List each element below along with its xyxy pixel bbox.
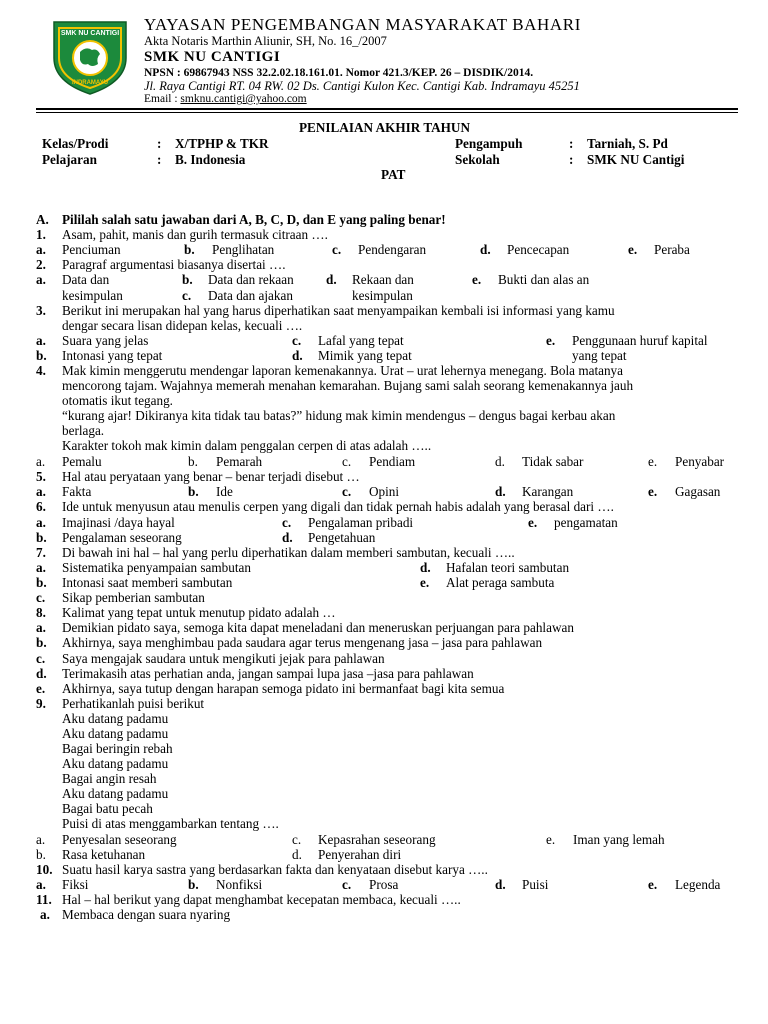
kelas-colon: : [157,136,162,151]
option-b[interactable]: Intonasi saat memberi sambutan [62,575,233,590]
option-letter-c: c. [36,590,46,605]
email-link[interactable]: smknu.cantigi@yahoo.com [180,93,307,105]
option-a[interactable]: Membaca dengan suara nyaring [62,907,231,922]
kelas-value: X/TPHP & TKR [175,136,269,151]
option-letter-b: b. [36,575,47,590]
option-letter-a: a. [36,832,46,847]
option-e[interactable]: Alat peraga sambuta [446,575,555,590]
header-divider-thick [36,108,738,110]
option-letter-a: a. [36,272,46,287]
option-letter-a: a. [36,454,46,469]
option-a[interactable]: Penciuman [62,242,121,257]
option-a[interactable]: Fakta [62,484,92,499]
school-name: SMK NU CANTIGI [144,49,281,65]
question-text: Karakter tokoh mak kimin dalam penggalan cerpen di atas adalah ….. [62,438,432,453]
option-a[interactable]: Pemalu [62,454,102,469]
option-c[interactable]: Pendiam [369,454,416,469]
option-e[interactable]: Gagasan [675,484,721,499]
option-letter-c: c. [36,651,46,666]
option-letter-a: a. [36,515,46,530]
option-e[interactable]: Bukti dan alas an [498,272,590,287]
question-text: Perhatikanlah puisi berikut [62,696,205,711]
option-c[interactable]: Pendengaran [358,242,427,257]
school-npsn: NPSN : 69867943 NSS 32.2.02.18.161.01. Nomor 421.3/KEP. 26 – DISDIK/2014. [144,67,534,79]
section-instruction: Pililah salah satu jawaban dari A, B, C, D, dan E yang paling benar! [62,212,446,227]
question-text-cont: dengar secara lisan didepan kelas, kecuali …. [62,318,303,333]
option-a[interactable]: Penyesalan seseorang [62,832,177,847]
question-text: Hal – hal berikut yang dapat menghambat kecepatan membaca, kecuali ….. [62,892,461,907]
option-letter-b: b. [188,877,199,892]
question-text: Hal atau peryataan yang benar – benar terjadi disebut … [62,469,360,484]
option-letter-b: b. [182,272,193,287]
option-letter-a: a. [36,560,46,575]
option-letter-a: a. [36,242,46,257]
story-line: otomatis ikut tegang. [62,393,173,408]
option-a[interactable]: Suara yang jelas [62,333,149,348]
option-d[interactable]: Pengetahuan [308,530,376,545]
option-letter-b: b. [36,348,47,363]
pengampuh-value: Tarniah, S. Pd [587,136,668,151]
option-letter-a: a. [40,907,50,922]
option-letter-c: c. [282,515,292,530]
option-d[interactable]: Hafalan teori sambutan [446,560,570,575]
kelas-label: Kelas/Prodi [42,136,109,151]
question-number: 9. [36,696,46,711]
option-letter-c: c. [342,454,352,469]
question-number: 11. [36,892,52,907]
option-letter-e: e. [472,272,482,287]
question-text: Paragraf argumentasi biasanya disertai …. [62,257,286,272]
option-c[interactable]: Opini [369,484,400,499]
option-letter-d: d. [282,530,293,545]
school-address: Jl. Raya Cantigi RT. 04 RW. 02 Ds. Cantigi Kulon Kec. Cantigi Kab. Indramayu 45251 [144,79,580,93]
option-b[interactable]: Pengalaman seseorang [62,530,182,545]
poem-line: Aku datang padamu [62,726,169,741]
poem-line: Aku datang padamu [62,756,169,771]
option-a[interactable]: Imajinasi /daya hayal [62,515,175,530]
option-c[interactable]: Pengalaman pribadi [308,515,414,530]
pelajaran-label: Pelajaran [42,152,97,167]
question-number: 3. [36,303,46,318]
option-letter-e: e. [648,484,658,499]
option-b[interactable]: Penglihatan [212,242,275,257]
option-letter-a: a. [36,620,46,635]
option-a[interactable]: Data dan [62,272,110,287]
exam-subtitle: PAT [381,167,406,182]
logo-text-bottom: INDRAMAYU [71,80,109,86]
option-d[interactable]: Penyerahan diri [318,847,402,862]
option-letter-b: b. [188,484,199,499]
option-letter-a: a. [36,484,46,499]
option-letter-e: e. [528,515,538,530]
exam-title: PENILAIAN AKHIR TAHUN [299,120,470,135]
school-logo [50,18,130,96]
question-number: 5. [36,469,46,484]
story-line: mencorong tajam. Wajahnya memerah menahan kemarahan. Bujang sami salah seorang kemenakannya jauh [62,378,634,393]
option-letter-d: d. [420,560,431,575]
option-letter-e: e. [648,877,658,892]
sekolah-colon: : [569,152,574,167]
option-e[interactable]: Peraba [654,242,690,257]
option-d[interactable]: Terimakasih atas perhatian anda, jangan sampai lupa jasa –jasa para pahlawan [62,666,474,681]
option-letter-b: b. [188,454,198,469]
option-d[interactable]: Karangan [522,484,574,499]
option-e[interactable]: Penyabar [675,454,725,469]
pengampuh-label: Pengampuh [455,136,523,151]
option-d[interactable]: Puisi [522,877,549,892]
option-c[interactable]: Lafal yang tepat [318,333,404,348]
question-text: Asam, pahit, manis dan gurih termasuk citraan …. [62,227,328,242]
story-line: berlaga. [62,423,105,438]
option-letter-d: d. [480,242,491,257]
option-e[interactable]: pengamatan [554,515,618,530]
option-b[interactable]: Nonfiksi [216,877,263,892]
option-letter-c: c. [332,242,342,257]
question-text: Ide untuk menyusun atau menulis cerpen yang digali dan tidak pernah habis adalah yang berasal dari …. [62,499,614,514]
school-email [144,93,307,105]
option-letter-c: c. [292,832,302,847]
option-letter-d: d. [495,484,506,499]
option-letter-e: e. [420,575,430,590]
option-letter-c: c. [342,877,352,892]
option-letter-b: b. [36,847,46,862]
option-letter-b: b. [36,530,47,545]
option-letter-c: c. [292,333,302,348]
question-number: 10. [36,862,53,877]
option-b[interactable]: Ide [216,484,233,499]
poem-line: Bagai beringin rebah [62,741,173,756]
option-e[interactable]: Legenda [675,877,721,892]
question-number: 8. [36,605,46,620]
question-number: 6. [36,499,46,514]
option-b[interactable]: Pemarah [216,454,263,469]
question-text: Puisi di atas menggambarkan tentang …. [62,816,279,831]
poem-line: Aku datang padamu [62,711,169,726]
option-c[interactable]: Saya mengajak saudara untuk mengikuti jejak para pahlawan [62,651,385,666]
option-b[interactable]: Akhirnya, saya menghimbau pada saudara agar terus mengenang jasa – jasa para pahlawan [62,635,543,650]
option-letter-b: b. [184,242,195,257]
option-letter-c: c. [342,484,352,499]
option-letter-d: d. [292,348,303,363]
logo-text-top: SMK NU CANTIGI [60,30,120,37]
poem-line: Bagai angin resah [62,771,157,786]
option-letter-d: d. [292,847,302,862]
option-b[interactable]: Data dan rekaan [208,272,294,287]
option-b[interactable]: Rasa ketuhanan [62,847,146,862]
question-text: Di bawah ini hal – hal yang perlu diperhatikan dalam memberi sambutan, kecuali ….. [62,545,515,560]
option-letter-d: d. [36,666,47,681]
question-text: Berikut ini merupakan hal yang harus diperhatikan saat menyampaikan kembali isi informasi yang kamu [62,303,615,318]
option-e[interactable]: Iman yang lemah [573,832,665,847]
poem-line: Bagai batu pecah [62,801,153,816]
option-b[interactable]: Intonasi yang tepat [62,348,163,363]
option-c[interactable]: Sikap pemberian sambutan [62,590,205,605]
question-number: 1. [36,227,46,242]
pengampuh-colon: : [569,136,574,151]
question-number: 2. [36,257,46,272]
option-letter-e: e. [546,832,556,847]
option-e-cont[interactable]: yang tepat [572,348,627,363]
question-number: 4. [36,363,46,378]
sekolah-label: Sekolah [455,152,500,167]
option-d[interactable]: Tidak sabar [522,454,584,469]
header-divider-thin [36,112,738,113]
option-letter-e: e. [36,681,46,696]
option-letter-d: d. [326,272,337,287]
option-c[interactable]: Data dan ajakan [208,288,293,303]
option-c[interactable]: Prosa [369,877,399,892]
option-letter-d: d. [495,877,506,892]
option-letter-e: e. [546,333,556,348]
option-d[interactable]: Pencecapan [507,242,570,257]
pelajaran-value: B. Indonesia [175,152,246,167]
option-letter-b: b. [36,635,47,650]
option-letter-e: e. [648,454,658,469]
pelajaran-colon: : [157,152,162,167]
email-label: Email : [144,93,181,105]
option-d[interactable]: Mimik yang tepat [318,348,412,363]
option-a[interactable]: Fiksi [62,877,89,892]
option-e[interactable]: Akhirnya, saya tutup dengan harapan semoga pidato ini bermanfaat bagi kita semua [62,681,505,696]
foundation-name: YAYASAN PENGEMBANGAN MASYARAKAT BAHARI [144,15,582,34]
option-a[interactable]: Demikian pidato saya, semoga kita dapat meneladani dan meneruskan perjuangan para pahlawan [62,620,574,635]
story-line: Mak kimin menggerutu mendengar laporan kemenakannya. Urat – urat lehernya menegang. Bola matanya [62,363,623,378]
question-number: 7. [36,545,46,560]
question-text: Suatu hasil karya sastra yang berdasarkan fakta dan kenyataan disebut karya ….. [62,862,488,877]
section-letter: A. [36,212,49,227]
option-letter-a: a. [36,333,46,348]
option-letter-c: c. [182,288,192,303]
option-a[interactable]: Sistematika penyampaian sambutan [62,560,251,575]
option-e[interactable]: Penggunaan huruf kapital [572,333,708,348]
notary-deed: Akta Notaris Marthin Aliunir, SH, No. 16_/2007 [144,34,387,48]
poem-line: Aku datang padamu [62,786,169,801]
option-d[interactable]: Rekaan dan [352,272,414,287]
option-d-cont[interactable]: kesimpulan [352,288,413,303]
question-text: Kalimat yang tepat untuk menutup pidato adalah … [62,605,336,620]
option-a-cont[interactable]: kesimpulan [62,288,123,303]
option-letter-a: a. [36,877,46,892]
story-line: “kurang ajar! Dikiranya kita tidak tau batas?” hidung mak kimin mendengus – dengus bagai kerbau akan [62,408,616,423]
option-c[interactable]: Kepasrahan seseorang [318,832,436,847]
option-letter-e: e. [628,242,638,257]
option-letter-d: d. [495,454,505,469]
sekolah-value: SMK NU Cantigi [587,152,685,167]
